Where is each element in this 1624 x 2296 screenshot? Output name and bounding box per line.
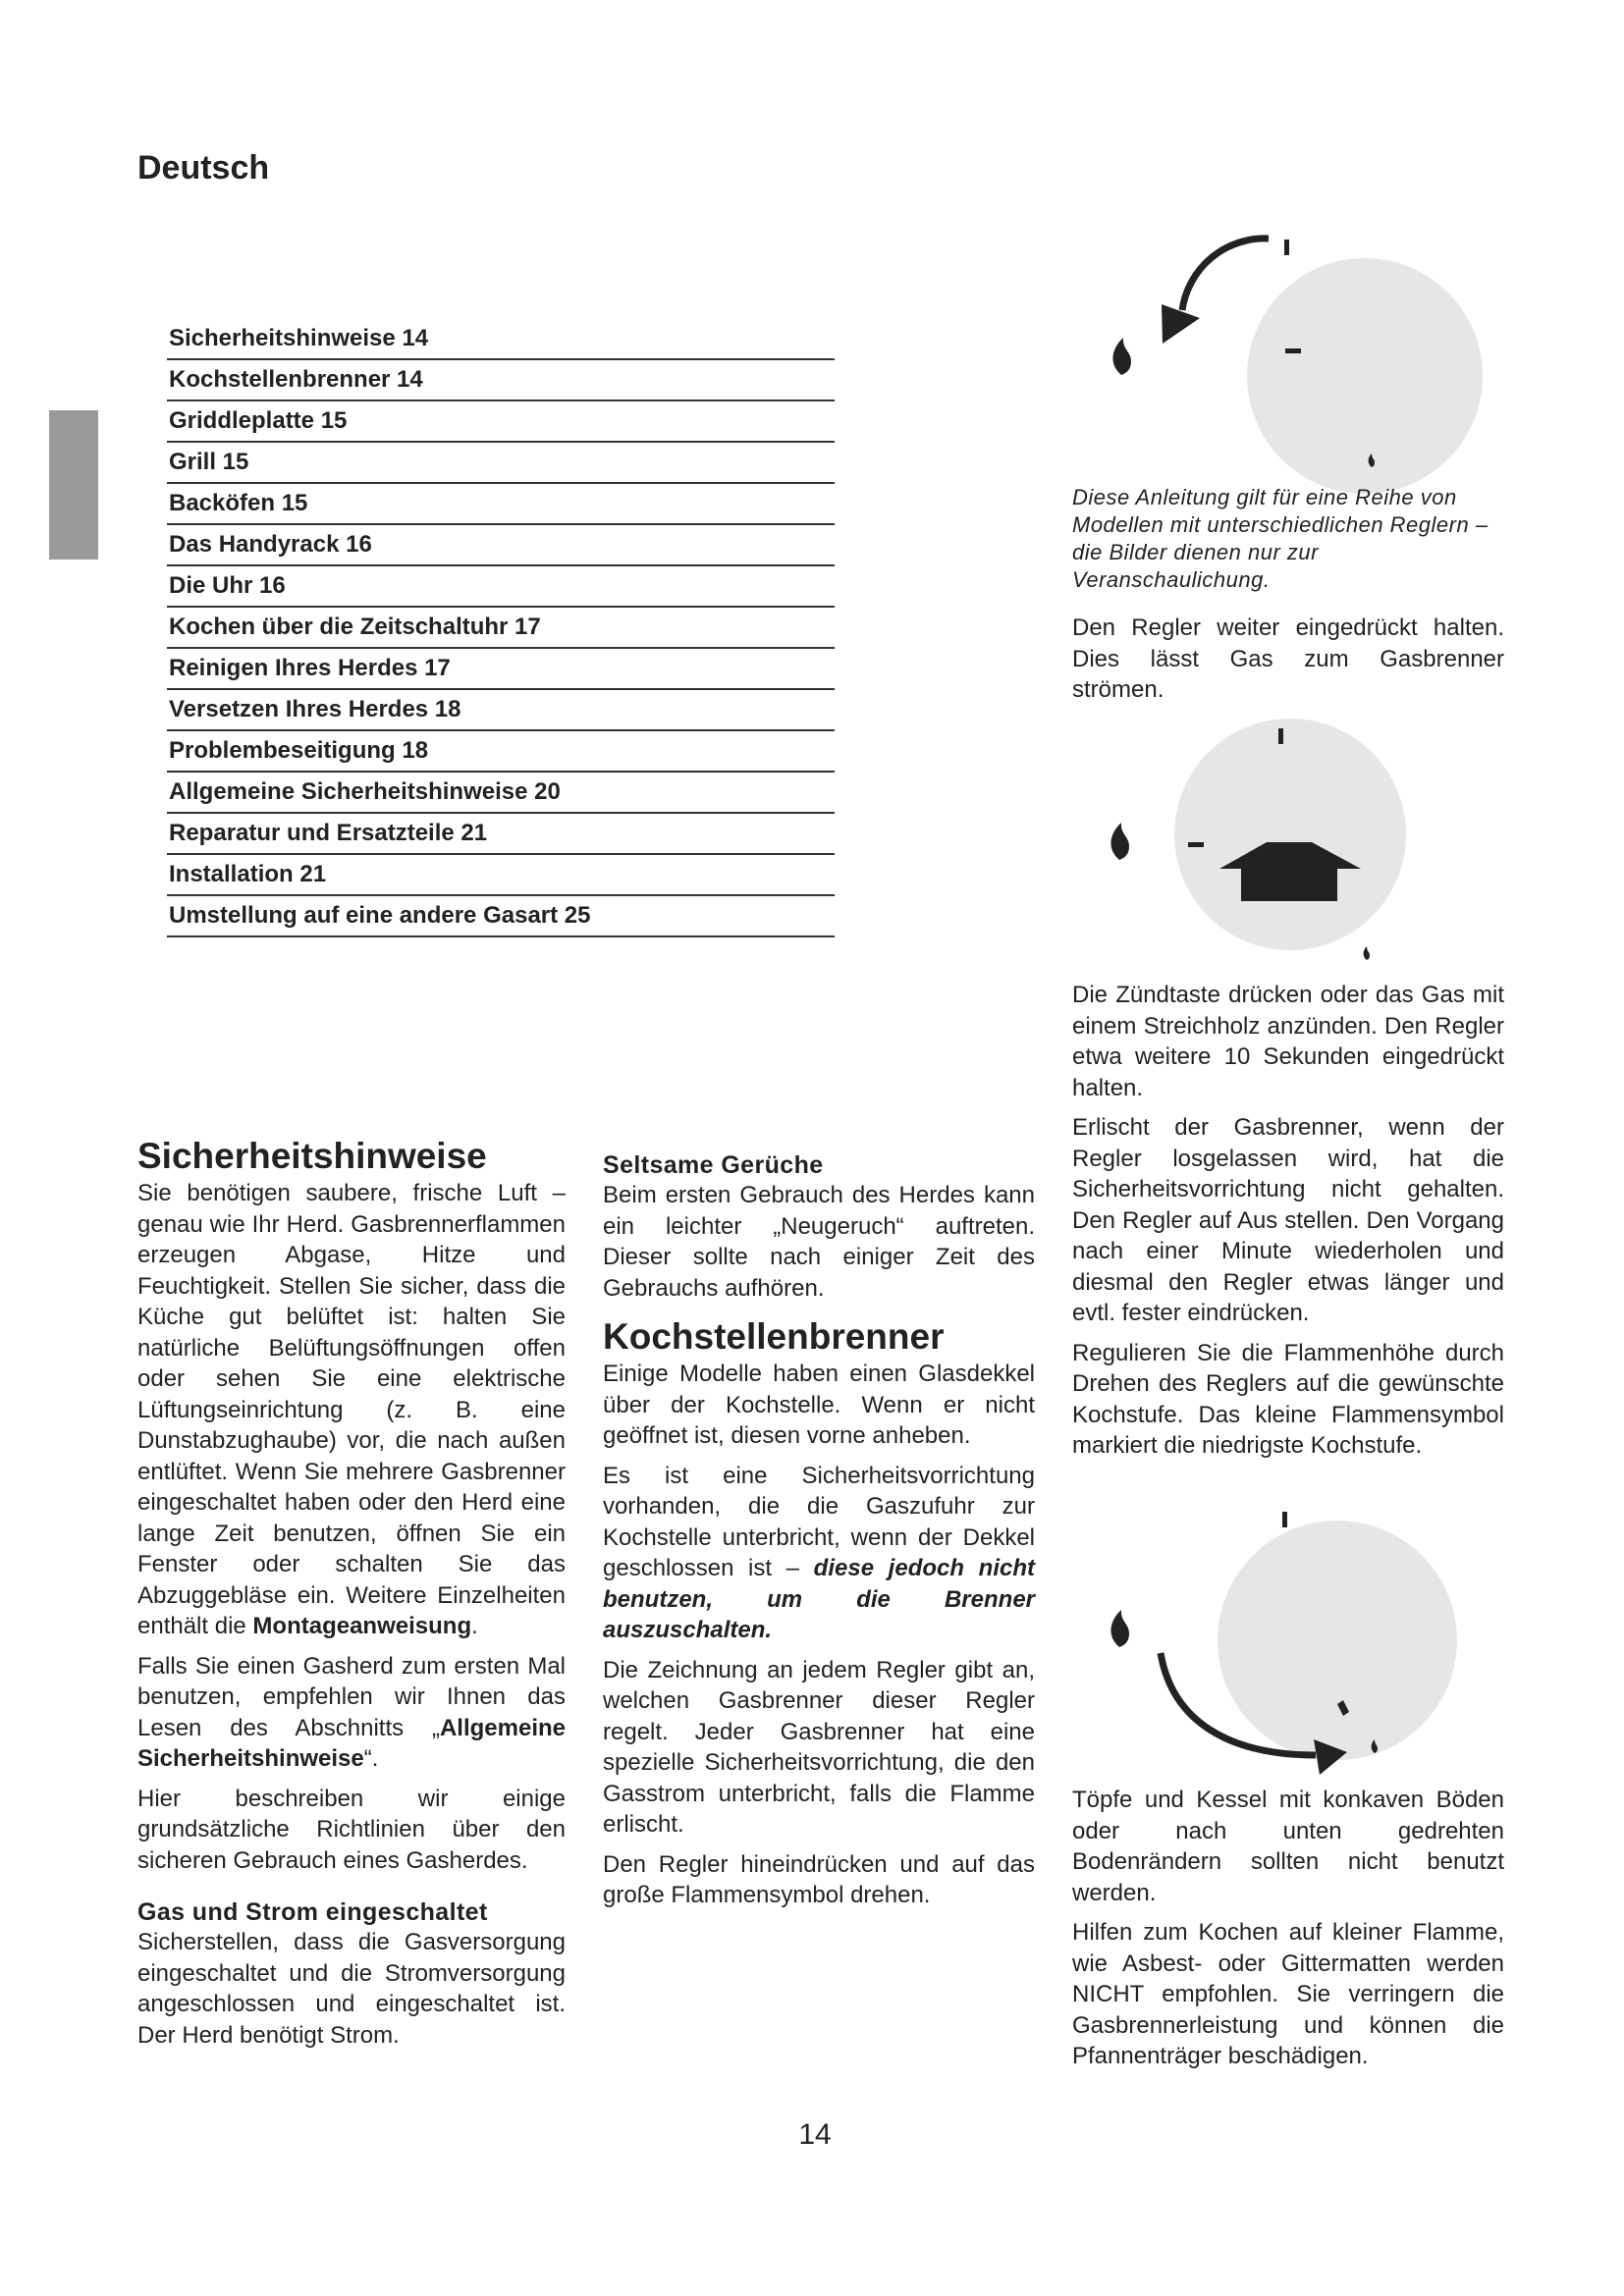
paragraph: Hilfen zum Kochen auf kleiner Flamme, wie Asbest- oder Gittermatten werden NICHT empfohlen. Sie verringern die Gasbrennerleistung und können die Pfannenträger beschädigen. xyxy=(1072,1919,1504,2069)
column-middle xyxy=(603,1150,1035,1920)
toc-item[interactable]: Backöfen 15 xyxy=(167,484,835,525)
section-tab-marker xyxy=(49,410,98,560)
column-right-block1 xyxy=(1072,613,1504,715)
figure-caption: Diese Anleitung gilt für eine Reihe von Modellen mit unterschiedlichen Reglern – die Bilder dienen nur zur Veranschaulichung. xyxy=(1072,485,1489,592)
language-heading: Deutsch xyxy=(137,149,270,187)
toc-item[interactable]: Kochen über die Zeitschaltuhr 17 xyxy=(167,608,835,649)
toc-item[interactable]: Grill 15 xyxy=(167,443,835,484)
section-heading-safety: Sicherheitshinweise xyxy=(137,1136,487,1176)
toc-item[interactable]: Problembeseitigung 18 xyxy=(167,731,835,773)
column-left xyxy=(137,1137,566,2059)
paragraph: Beim ersten Gebrauch des Herdes kann ein leichter „Neugeruch“ auftreten. Dieser sollte nach einiger Zeit des Gebrauchs aufhören. xyxy=(603,1182,1035,1302)
paragraph: Einige Modelle haben einen Glasdekkel über der Kochstelle. Wenn er nicht geöffnet ist, diesen vorne anheben. xyxy=(603,1361,1035,1449)
column-right-block3 xyxy=(1072,1785,1504,2081)
section-heading-burners: Kochstellenbrenner xyxy=(603,1316,945,1357)
table-of-contents xyxy=(167,319,835,937)
paragraph: Die Zündtaste drücken oder das Gas mit einem Streichholz anzünden. Den Regler etwa weitere 10 Sekunden eingedrückt halten. xyxy=(1072,982,1504,1101)
paragraph: Es ist eine Sicherheitsvorrichtung vorhanden, die die Gaszufuhr zur Kochstelle unterbricht, wenn der Dekkel geschlossen ist – diese jedoch nicht benutzen, um die Brenner auszuschalten. xyxy=(603,1462,1035,1643)
column-right-block2 xyxy=(1072,980,1504,1470)
toc-item[interactable]: Reinigen Ihres Herdes 17 xyxy=(167,649,835,690)
toc-item[interactable]: Versetzen Ihres Herdes 18 xyxy=(167,690,835,731)
toc-item[interactable]: Reparatur und Ersatzteile 21 xyxy=(167,814,835,855)
toc-item[interactable]: Umstellung auf eine andere Gasart 25 xyxy=(167,896,835,937)
toc-item[interactable]: Das Handyrack 16 xyxy=(167,525,835,566)
knob-diagram-small-flame xyxy=(1072,1508,1514,1788)
subheading-gas-power: Gas und Strom eingeschaltet xyxy=(137,1898,488,1926)
paragraph: Die Zeichnung an jedem Regler gibt an, welchen Gasbrenner dieser Regler regelt. Jeder Gasbrenner hat eine spezielle Sicherheitsvorrichtung, die den Gasstrom unterbricht, falls die Flamme erlischt. xyxy=(603,1656,1035,1838)
toc-item[interactable]: Griddleplatte 15 xyxy=(167,401,835,443)
toc-item[interactable]: Sicherheitshinweise 14 xyxy=(167,319,835,360)
paragraph: Den Regler hineindrücken und auf das große Flammensymbol drehen. xyxy=(603,1850,1035,1908)
paragraph: Sie benötigen saubere, frische Luft – genau wie Ihr Herd. Gasbrennerflammen erzeugen Abgase, Hitze und Feuchtigkeit. Stellen Sie sicher, dass die Küche gut belüftet ist: halten Sie natürliche Belüftungsöffnungen offen oder sehen Sie eine elektrische Lüftungseinrichtung (z. B. eine Dunstabzughaube) vor, die nach außen entlüftet. Wenn Sie mehrere Gasbrenner eingeschaltet haben oder den Herd eine lange Zeit benutzen, öffnen Sie ein Fenster oder schalten Sie das Abzuggebläse ein. Weitere Einzelheiten enthält die Montageanweisung. xyxy=(137,1180,566,1639)
paragraph: Erlischt der Gasbrenner, wenn der Regler losgelassen wird, hat die Sicherheitsvorrichtung nicht gehalten. Den Regler auf Aus stellen. Den Vorgang nach einer Minute wiederholen und diesmal den Regler etwas länger und evtl. fester eindrücken. xyxy=(1072,1114,1504,1326)
toc-item[interactable]: Kochstellenbrenner 14 xyxy=(167,360,835,401)
page-number: 14 xyxy=(798,2118,832,2151)
knob-diagram-large-flame xyxy=(1072,717,1514,977)
paragraph: Sicherstellen, dass die Gasversorgung eingeschaltet und die Stromversorgung angeschlossen und eingeschaltet ist. Der Herd benötigt Strom. xyxy=(137,1929,566,2049)
toc-item[interactable]: Die Uhr 16 xyxy=(167,566,835,608)
paragraph: Hier beschreiben wir einige grundsätzliche Richtlinien über den sicheren Gebrauch eines Gasherdes. xyxy=(137,1785,566,1874)
knob-diagram-push-turn xyxy=(1072,214,1514,479)
subheading-odors: Seltsame Gerüche xyxy=(603,1151,824,1179)
toc-item[interactable]: Installation 21 xyxy=(167,855,835,896)
paragraph: Töpfe und Kessel mit konkaven Böden oder nach unten gedrehten Bodenrändern sollten nicht benutzt werden. xyxy=(1072,1787,1504,1906)
paragraph: Regulieren Sie die Flammenhöhe durch Drehen des Reglers auf die gewünschte Kochstufe. Das kleine Flammensymbol markiert die niedrigste Kochstufe. xyxy=(1072,1339,1504,1459)
paragraph: Falls Sie einen Gasherd zum ersten Mal benutzen, empfehlen wir Ihnen das Lesen des Abschnitts „Allgemeine Sicherheitshinweise“. xyxy=(137,1652,566,1772)
paragraph: Den Regler weiter eingedrückt halten. Dies lässt Gas zum Gasbrenner strömen. xyxy=(1072,614,1504,703)
toc-item[interactable]: Allgemeine Sicherheitshinweise 20 xyxy=(167,773,835,814)
